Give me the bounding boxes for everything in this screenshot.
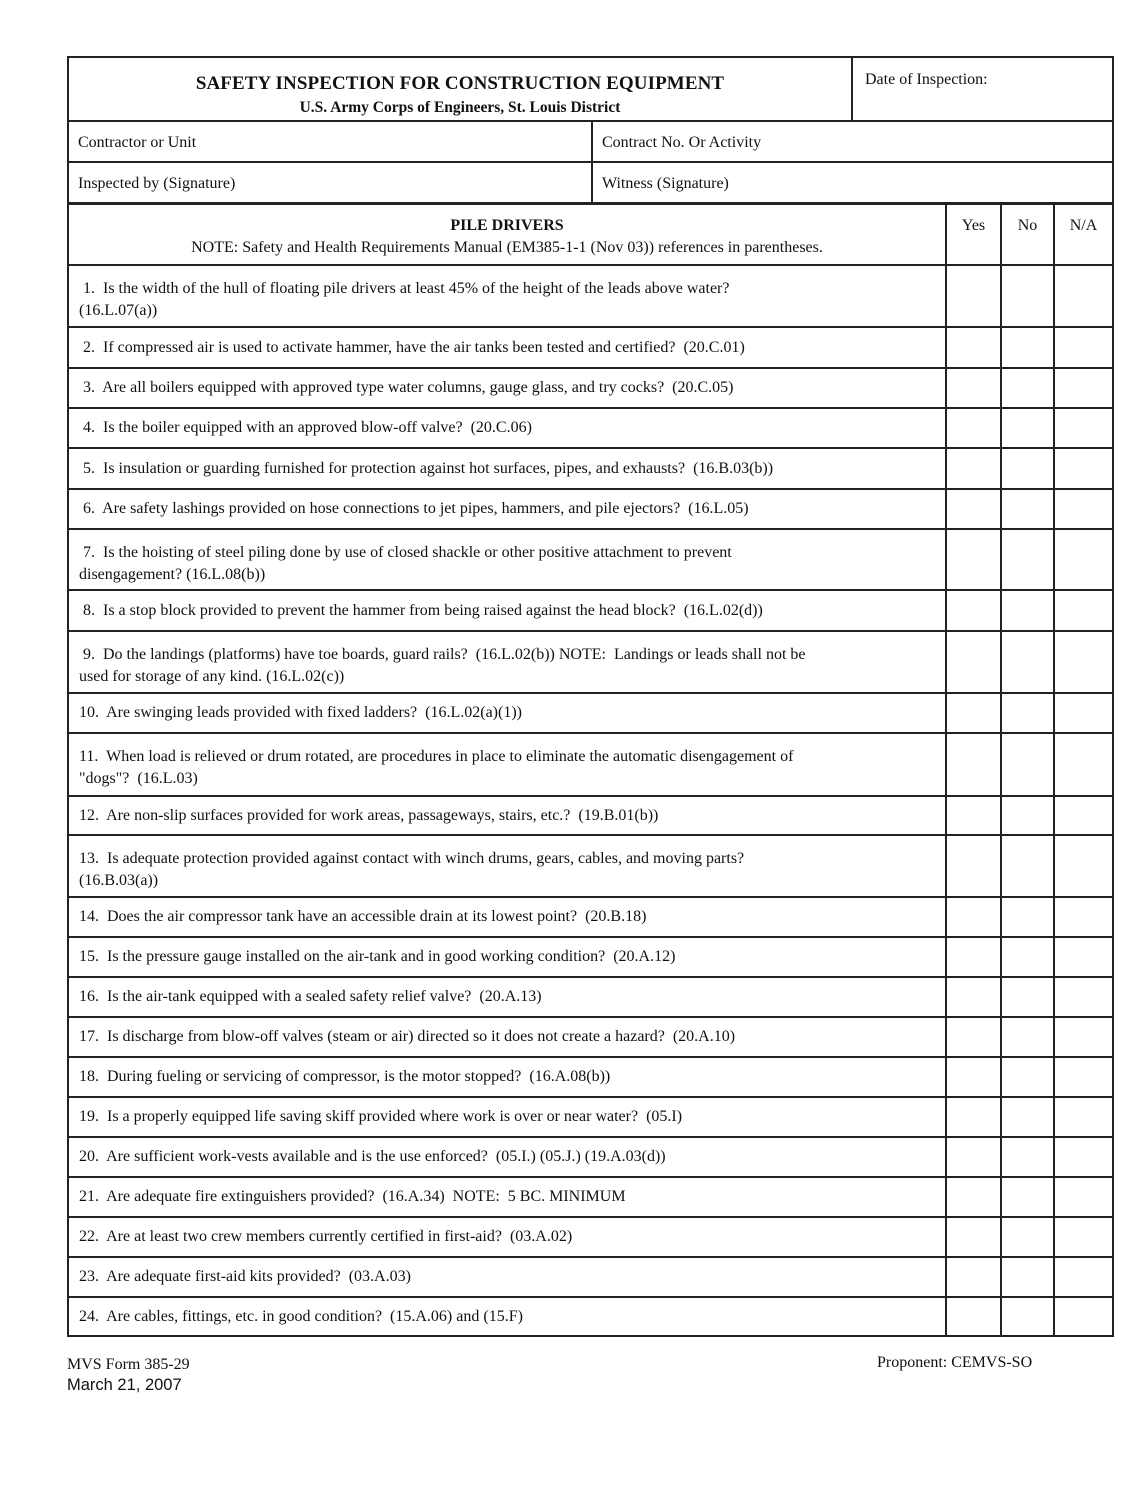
yes-checkbox-cell[interactable] — [945, 938, 1000, 976]
question-line: 2. If compressed air is used to activate hammer, have the air tanks been tested and certified? (20.C.01) — [79, 339, 745, 356]
question-text — [79, 458, 935, 480]
question-row — [67, 1138, 1114, 1178]
section-title: PILE DRIVERS — [450, 217, 564, 234]
no-checkbox-cell[interactable] — [1000, 734, 1053, 795]
question-line: 15. Is the pressure gauge installed on the air-tank and in good working condition? (20.A.12) — [79, 948, 676, 965]
column-header-no — [1000, 205, 1053, 264]
yes-checkbox-cell[interactable] — [945, 1058, 1000, 1096]
question-line: 13. Is adequate protection provided against contact with winch drums, gears, cables, and moving parts? — [79, 850, 745, 867]
column-header-yes — [945, 205, 1000, 264]
contractor-label: Contractor or Unit — [78, 134, 197, 151]
question-row — [67, 734, 1114, 797]
no-checkbox-cell[interactable] — [1000, 978, 1053, 1016]
question-row — [67, 632, 1114, 694]
question-text — [79, 1186, 935, 1208]
no-checkbox-cell[interactable] — [1000, 409, 1053, 447]
na-checkbox-cell[interactable] — [1053, 328, 1112, 367]
no-checkbox-cell[interactable] — [1000, 1178, 1053, 1216]
no-checkbox-cell[interactable] — [1000, 836, 1053, 896]
na-checkbox-cell[interactable] — [1053, 632, 1112, 692]
question-row — [67, 836, 1114, 898]
question-text — [79, 986, 935, 1008]
na-checkbox-cell[interactable] — [1053, 797, 1112, 834]
question-text — [79, 1026, 935, 1048]
question-line: 9. Do the landings (platforms) have toe boards, guard rails? (16.L.02(b)) NOTE: Landings or leads shall not be — [79, 646, 806, 663]
yes-checkbox-cell[interactable] — [945, 1178, 1000, 1216]
na-checkbox-cell[interactable] — [1053, 409, 1112, 447]
question-line-continued: (16.L.07(a)) — [79, 302, 158, 319]
question-text — [79, 1306, 935, 1328]
question-line: 23. Are adequate first-aid kits provided? (03.A.03) — [79, 1268, 411, 1285]
question-text — [79, 848, 935, 892]
witness-label: Witness (Signature) — [602, 175, 729, 192]
question-row — [67, 449, 1114, 490]
question-line-continued: "dogs"? (16.L.03) — [79, 770, 198, 787]
question-line: 14. Does the air compressor tank have an accessible drain at its lowest point? (20.B.18) — [79, 908, 647, 925]
question-text — [79, 498, 935, 520]
question-row — [67, 1098, 1114, 1138]
form-date: March 21, 2007 — [67, 1376, 182, 1394]
question-row — [67, 266, 1114, 328]
no-checkbox-cell[interactable] — [1000, 1098, 1053, 1136]
na-checkbox-cell[interactable] — [1053, 938, 1112, 976]
yes-checkbox-cell[interactable] — [945, 266, 1000, 326]
yes-checkbox-cell[interactable] — [945, 369, 1000, 407]
question-text — [79, 600, 935, 622]
info-row-contractor — [67, 122, 1114, 163]
question-line: 8. Is a stop block provided to prevent the hammer from being raised against the head block? (16.L.02(d)) — [79, 602, 763, 619]
yes-checkbox-cell[interactable] — [945, 1138, 1000, 1176]
question-text — [79, 542, 935, 586]
question-line: 18. During fueling or servicing of compressor, is the motor stopped? (16.A.08(b)) — [79, 1068, 611, 1085]
na-checkbox-cell[interactable] — [1053, 1218, 1112, 1256]
na-checkbox-cell[interactable] — [1053, 369, 1112, 407]
question-line: 6. Are safety lashings provided on hose connections to jet pipes, hammers, and pile ejectors? (16.L.05) — [79, 500, 749, 517]
question-line: 17. Is discharge from blow-off valves (steam or air) directed so it does not create a hazard? (20.A.10) — [79, 1028, 736, 1045]
no-checkbox-cell[interactable] — [1000, 369, 1053, 407]
no-checkbox-cell[interactable] — [1000, 1298, 1053, 1335]
question-line-continued: used for storage of any kind. (16.L.02(c)) — [79, 668, 345, 685]
question-row — [67, 978, 1114, 1018]
na-checkbox-cell[interactable] — [1053, 694, 1112, 732]
contract-no-label: Contract No. Or Activity — [602, 134, 762, 151]
question-text — [79, 1226, 935, 1248]
no-checkbox-cell[interactable] — [1000, 490, 1053, 528]
question-line: 24. Are cables, fittings, etc. in good condition? (15.A.06) and (15.F) — [79, 1308, 523, 1325]
question-text — [79, 702, 935, 724]
question-line: 5. Is insulation or guarding furnished for protection against hot surfaces, pipes, and exhausts? (16.B.03(b)) — [79, 460, 774, 477]
question-line: 10. Are swinging leads provided with fixed ladders? (16.L.02(a)(1)) — [79, 704, 522, 721]
na-checkbox-cell[interactable] — [1053, 734, 1112, 795]
yes-checkbox-cell[interactable] — [945, 1298, 1000, 1335]
na-checkbox-cell[interactable] — [1053, 1258, 1112, 1296]
na-checkbox-cell[interactable] — [1053, 1298, 1112, 1335]
footer-form-info — [67, 1354, 190, 1396]
question-line-continued: disengagement? (16.L.08(b)) — [79, 566, 266, 583]
yes-checkbox-cell[interactable] — [945, 632, 1000, 692]
section-header — [67, 205, 1114, 266]
yes-checkbox-cell[interactable] — [945, 797, 1000, 834]
na-label: N/A — [1069, 217, 1098, 234]
question-row — [67, 1018, 1114, 1058]
question-text — [79, 417, 935, 439]
na-checkbox-cell[interactable] — [1053, 978, 1112, 1016]
question-text — [79, 1066, 935, 1088]
question-line: 12. Are non-slip surfaces provided for work areas, passageways, stairs, etc.? (19.B.01(b)) — [79, 807, 659, 824]
na-checkbox-cell[interactable] — [1053, 1018, 1112, 1056]
no-checkbox-cell[interactable] — [1000, 938, 1053, 976]
na-checkbox-cell[interactable] — [1053, 266, 1112, 326]
na-checkbox-cell[interactable] — [1053, 449, 1112, 488]
witness-signature-field[interactable] — [591, 163, 1112, 202]
yes-checkbox-cell[interactable] — [945, 694, 1000, 732]
question-text — [79, 1146, 935, 1168]
no-checkbox-cell[interactable] — [1000, 694, 1053, 732]
question-line-continued: (16.B.03(a)) — [79, 872, 159, 889]
contract-no-field[interactable] — [591, 122, 1112, 161]
question-text — [79, 906, 935, 928]
question-text — [79, 1106, 935, 1128]
date-of-inspection-label: Date of Inspection: — [865, 71, 988, 88]
form-header — [67, 56, 1114, 122]
no-checkbox-cell[interactable] — [1000, 449, 1053, 488]
yes-label: Yes — [961, 217, 986, 234]
question-line: 7. Is the hoisting of steel piling done by use of closed shackle or other positive attachment to prevent — [79, 544, 732, 561]
yes-checkbox-cell[interactable] — [945, 898, 1000, 936]
question-line: 3. Are all boilers equipped with approved type water columns, gauge glass, and try cocks? (20.C.05) — [79, 379, 734, 396]
inspection-form — [67, 56, 1114, 1337]
form-subtitle: U.S. Army Corps of Engineers, St. Louis District — [299, 99, 621, 116]
yes-checkbox-cell[interactable] — [945, 978, 1000, 1016]
question-text — [79, 644, 935, 688]
yes-checkbox-cell[interactable] — [945, 449, 1000, 488]
yes-checkbox-cell[interactable] — [945, 1098, 1000, 1136]
question-text — [79, 946, 935, 968]
question-line: 1. Is the width of the hull of floating pile drivers at least 45% of the height of the leads above water? — [79, 280, 730, 297]
column-header-na — [1053, 205, 1112, 264]
na-checkbox-cell[interactable] — [1053, 1178, 1112, 1216]
section-note: NOTE: Safety and Health Requirements Manual (EM385-1-1 (Nov 03)) references in parentheses. — [191, 239, 823, 256]
question-row — [67, 530, 1114, 591]
question-row — [67, 1298, 1114, 1337]
question-row — [67, 938, 1114, 978]
yes-checkbox-cell[interactable] — [945, 490, 1000, 528]
question-row — [67, 898, 1114, 938]
question-line: 20. Are sufficient work-vests available and is the use enforced? (05.I.) (05.J.) (19.A.03(d)) — [79, 1148, 666, 1165]
na-checkbox-cell[interactable] — [1053, 1138, 1112, 1176]
question-row — [67, 694, 1114, 734]
yes-checkbox-cell[interactable] — [945, 591, 1000, 630]
question-line: 22. Are at least two crew members currently certified in first-aid? (03.A.02) — [79, 1228, 573, 1245]
question-line: 21. Are adequate fire extinguishers provided? (16.A.34) NOTE: 5 BC. MINIMUM — [79, 1188, 626, 1205]
na-checkbox-cell[interactable] — [1053, 591, 1112, 630]
no-checkbox-cell[interactable] — [1000, 1138, 1053, 1176]
no-checkbox-cell[interactable] — [1000, 530, 1053, 589]
yes-checkbox-cell[interactable] — [945, 328, 1000, 367]
yes-checkbox-cell[interactable] — [945, 1258, 1000, 1296]
question-row — [67, 409, 1114, 449]
yes-checkbox-cell[interactable] — [945, 836, 1000, 896]
no-checkbox-cell[interactable] — [1000, 591, 1053, 630]
no-checkbox-cell[interactable] — [1000, 266, 1053, 326]
question-line: 11. When load is relieved or drum rotated, are procedures in place to eliminate the automatic disengagement of — [79, 748, 794, 765]
question-text — [79, 337, 935, 359]
no-checkbox-cell[interactable] — [1000, 1058, 1053, 1096]
na-checkbox-cell[interactable] — [1053, 1098, 1112, 1136]
na-checkbox-cell[interactable] — [1053, 836, 1112, 896]
question-text — [79, 805, 935, 827]
no-checkbox-cell[interactable] — [1000, 797, 1053, 834]
proponent: Proponent: CEMVS-SO — [877, 1354, 1033, 1371]
na-checkbox-cell[interactable] — [1053, 530, 1112, 589]
yes-checkbox-cell[interactable] — [945, 1218, 1000, 1256]
inspected-by-label: Inspected by (Signature) — [78, 175, 236, 192]
no-checkbox-cell[interactable] — [1000, 632, 1053, 692]
form-number: MVS Form 385-29 — [67, 1356, 190, 1373]
question-text — [79, 377, 935, 399]
question-row — [67, 1058, 1114, 1098]
question-row — [67, 591, 1114, 632]
info-row-signatures — [67, 163, 1114, 205]
question-list — [67, 266, 1114, 1337]
no-checkbox-cell[interactable] — [1000, 898, 1053, 936]
question-row — [67, 1218, 1114, 1258]
question-line: 16. Is the air-tank equipped with a sealed safety relief valve? (20.A.13) — [79, 988, 542, 1005]
na-checkbox-cell[interactable] — [1053, 898, 1112, 936]
na-checkbox-cell[interactable] — [1053, 1058, 1112, 1096]
date-of-inspection-field[interactable] — [851, 58, 1112, 120]
no-label: No — [1017, 217, 1038, 234]
question-row — [67, 1178, 1114, 1218]
no-checkbox-cell[interactable] — [1000, 1218, 1053, 1256]
yes-checkbox-cell[interactable] — [945, 734, 1000, 795]
question-text — [79, 1266, 935, 1288]
na-checkbox-cell[interactable] — [1053, 490, 1112, 528]
question-line: 19. Is a properly equipped life saving skiff provided where work is over or near water? (05.I) — [79, 1108, 683, 1125]
no-checkbox-cell[interactable] — [1000, 328, 1053, 367]
question-row — [67, 797, 1114, 836]
question-row — [67, 1258, 1114, 1298]
question-text — [79, 746, 935, 790]
yes-checkbox-cell[interactable] — [945, 530, 1000, 589]
no-checkbox-cell[interactable] — [1000, 1258, 1053, 1296]
form-title: SAFETY INSPECTION FOR CONSTRUCTION EQUIPMENT — [195, 73, 725, 94]
no-checkbox-cell[interactable] — [1000, 1018, 1053, 1056]
question-row — [67, 328, 1114, 369]
question-line: 4. Is the boiler equipped with an approved blow-off valve? (20.C.06) — [79, 419, 532, 436]
question-row — [67, 369, 1114, 409]
question-text — [79, 278, 935, 322]
yes-checkbox-cell[interactable] — [945, 1018, 1000, 1056]
yes-checkbox-cell[interactable] — [945, 409, 1000, 447]
question-row — [67, 490, 1114, 530]
